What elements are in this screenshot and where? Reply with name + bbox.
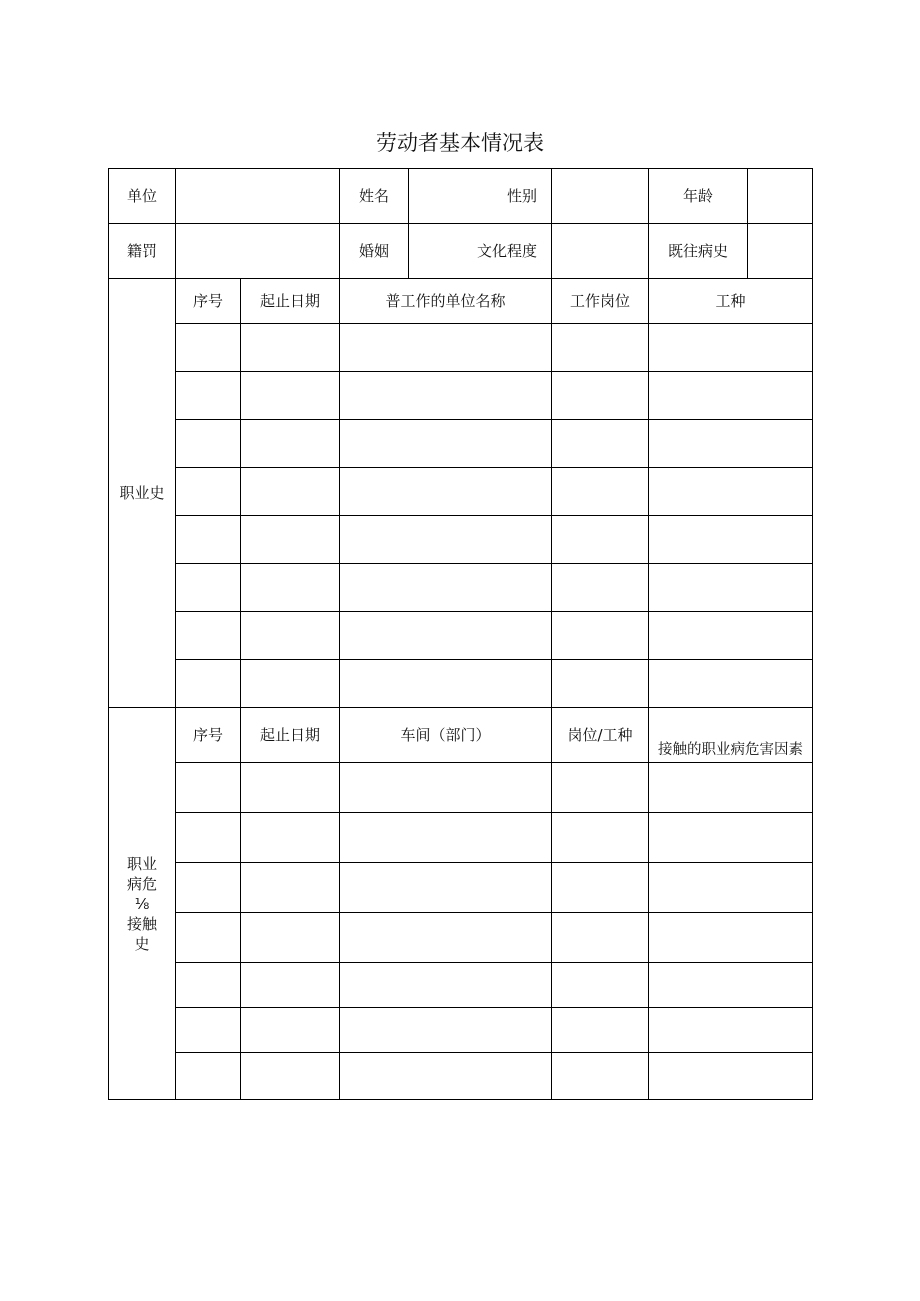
occupation-job-type-cell[interactable] <box>649 420 813 468</box>
occupation-no-cell[interactable] <box>176 324 241 372</box>
hazard-no-cell[interactable] <box>176 913 241 963</box>
education-value-cell[interactable] <box>552 224 649 279</box>
occupation-row <box>109 372 813 420</box>
hazard-header-factors: 接触的职业病危害因素 <box>649 708 813 763</box>
unit-value-cell[interactable] <box>176 169 340 224</box>
hazard-post-cell[interactable] <box>552 1053 649 1100</box>
occupation-job-type-cell[interactable] <box>649 516 813 564</box>
hazard-factors-cell[interactable] <box>649 763 813 813</box>
history-value-cell[interactable] <box>748 224 813 279</box>
hazard-header-row <box>109 708 813 763</box>
occupation-section-label: 职业史 <box>109 279 176 708</box>
hazard-no-cell[interactable] <box>176 1008 241 1053</box>
hazard-workshop-cell[interactable] <box>340 813 552 863</box>
hazard-row <box>109 1053 813 1100</box>
occupation-employer-cell[interactable] <box>340 324 552 372</box>
occupation-header-row <box>109 279 813 324</box>
hazard-post-cell[interactable] <box>552 863 649 913</box>
occupation-dates-cell[interactable] <box>241 660 340 708</box>
occupation-header-post: 工作岗位 <box>552 279 649 324</box>
hazard-workshop-cell[interactable] <box>340 1053 552 1100</box>
gender-label: 性别 <box>409 169 552 224</box>
hazard-row <box>109 863 813 913</box>
hazard-row <box>109 813 813 863</box>
basic-row-1 <box>109 169 813 224</box>
occupation-no-cell[interactable] <box>176 468 241 516</box>
hazard-dates-cell[interactable] <box>241 863 340 913</box>
unit-label: 单位 <box>109 169 176 224</box>
hazard-dates-cell[interactable] <box>241 813 340 863</box>
gender-value-cell[interactable] <box>552 169 649 224</box>
hazard-no-cell[interactable] <box>176 1053 241 1100</box>
occupation-job-type-cell[interactable] <box>649 612 813 660</box>
occupation-employer-cell[interactable] <box>340 612 552 660</box>
hazard-factors-cell[interactable] <box>649 913 813 963</box>
occupation-row <box>109 420 813 468</box>
occupation-employer-cell[interactable] <box>340 564 552 612</box>
age-value-cell[interactable] <box>748 169 813 224</box>
name-label: 姓名 <box>340 169 409 224</box>
hazard-factors-cell[interactable] <box>649 963 813 1008</box>
occupation-dates-cell[interactable] <box>241 420 340 468</box>
hazard-row <box>109 963 813 1008</box>
hazard-post-cell[interactable] <box>552 963 649 1008</box>
occupation-job-type-cell[interactable] <box>649 372 813 420</box>
page-title: 劳动者基本情况表 <box>376 131 544 155</box>
hazard-workshop-cell[interactable] <box>340 963 552 1008</box>
hazard-dates-cell[interactable] <box>241 1053 340 1100</box>
history-label: 既往病史 <box>649 224 748 279</box>
hazard-row <box>109 1008 813 1053</box>
hazard-no-cell[interactable] <box>176 963 241 1008</box>
hazard-header-no: 序号 <box>176 708 241 763</box>
occupation-job-type-cell[interactable] <box>649 324 813 372</box>
occupation-no-cell[interactable] <box>176 516 241 564</box>
hazard-section-label <box>109 708 176 1100</box>
hazard-dates-cell[interactable] <box>241 1008 340 1053</box>
occupation-row <box>109 564 813 612</box>
occupation-post-cell[interactable] <box>552 468 649 516</box>
hazard-no-cell[interactable] <box>176 863 241 913</box>
occupation-row <box>109 324 813 372</box>
hazard-header-dates: 起止日期 <box>241 708 340 763</box>
hazard-factors-cell[interactable] <box>649 1053 813 1100</box>
hazard-post-cell[interactable] <box>552 813 649 863</box>
occupation-row <box>109 660 813 708</box>
occupation-dates-cell[interactable] <box>241 372 340 420</box>
hazard-no-cell[interactable] <box>176 763 241 813</box>
occupation-post-cell[interactable] <box>552 660 649 708</box>
hazard-header-workshop: 车间（部门） <box>340 708 552 763</box>
occupation-dates-cell[interactable] <box>241 516 340 564</box>
occupation-post-cell[interactable] <box>552 420 649 468</box>
occupation-header-employer: 普工作的单位名称 <box>340 279 552 324</box>
occupation-header-dates: 起止日期 <box>241 279 340 324</box>
occupation-job-type-cell[interactable] <box>649 468 813 516</box>
occupation-employer-cell[interactable] <box>340 468 552 516</box>
occupation-header-job-type: 工种 <box>649 279 813 324</box>
occupation-row <box>109 468 813 516</box>
occupation-no-cell[interactable] <box>176 372 241 420</box>
hazard-header-post: 岗位/工种 <box>552 708 649 763</box>
hazard-workshop-cell[interactable] <box>340 763 552 813</box>
occupation-employer-cell[interactable] <box>340 516 552 564</box>
occupation-header-no: 序号 <box>176 279 241 324</box>
occupation-dates-cell[interactable] <box>241 324 340 372</box>
hazard-post-cell[interactable] <box>552 763 649 813</box>
occupation-job-type-cell[interactable] <box>649 564 813 612</box>
hazard-label-line: 病危 <box>126 874 157 893</box>
occupation-dates-cell[interactable] <box>241 612 340 660</box>
occupation-employer-cell[interactable] <box>340 372 552 420</box>
hazard-post-cell[interactable] <box>552 913 649 963</box>
hazard-label-line: 职业 <box>126 854 157 873</box>
age-label: 年龄 <box>649 169 748 224</box>
marriage-label: 婚姻 <box>340 224 409 279</box>
occupation-row <box>109 612 813 660</box>
hazard-label-line: 接触 <box>126 914 157 933</box>
worker-info-table <box>108 168 813 1100</box>
occupation-post-cell[interactable] <box>552 564 649 612</box>
occupation-no-cell[interactable] <box>176 564 241 612</box>
occupation-row <box>109 516 813 564</box>
occupation-no-cell[interactable] <box>176 660 241 708</box>
hazard-dates-cell[interactable] <box>241 963 340 1008</box>
native-place-label: 籍罚 <box>109 224 176 279</box>
hazard-factors-cell[interactable] <box>649 1008 813 1053</box>
occupation-no-cell[interactable] <box>176 612 241 660</box>
hazard-no-cell[interactable] <box>176 813 241 863</box>
hazard-label-line: 史 <box>134 934 150 953</box>
occupation-post-cell[interactable] <box>552 372 649 420</box>
occupation-no-cell[interactable] <box>176 420 241 468</box>
occupation-post-cell[interactable] <box>552 324 649 372</box>
occupation-employer-cell[interactable] <box>340 660 552 708</box>
native-place-value-cell[interactable] <box>176 224 340 279</box>
hazard-workshop-cell[interactable] <box>340 863 552 913</box>
occupation-post-cell[interactable] <box>552 612 649 660</box>
occupation-dates-cell[interactable] <box>241 564 340 612</box>
hazard-row <box>109 763 813 813</box>
basic-row-2 <box>109 224 813 279</box>
occupation-dates-cell[interactable] <box>241 468 340 516</box>
occupation-job-type-cell[interactable] <box>649 660 813 708</box>
hazard-dates-cell[interactable] <box>241 913 340 963</box>
hazard-row <box>109 913 813 963</box>
hazard-factors-cell[interactable] <box>649 863 813 913</box>
hazard-workshop-cell[interactable] <box>340 913 552 963</box>
hazard-factors-cell[interactable] <box>649 813 813 863</box>
hazard-workshop-cell[interactable] <box>340 1008 552 1053</box>
hazard-post-cell[interactable] <box>552 1008 649 1053</box>
occupation-post-cell[interactable] <box>552 516 649 564</box>
occupation-employer-cell[interactable] <box>340 420 552 468</box>
hazard-dates-cell[interactable] <box>241 763 340 813</box>
education-label: 文化程度 <box>409 224 552 279</box>
hazard-label-line: ⅛ <box>134 894 150 913</box>
